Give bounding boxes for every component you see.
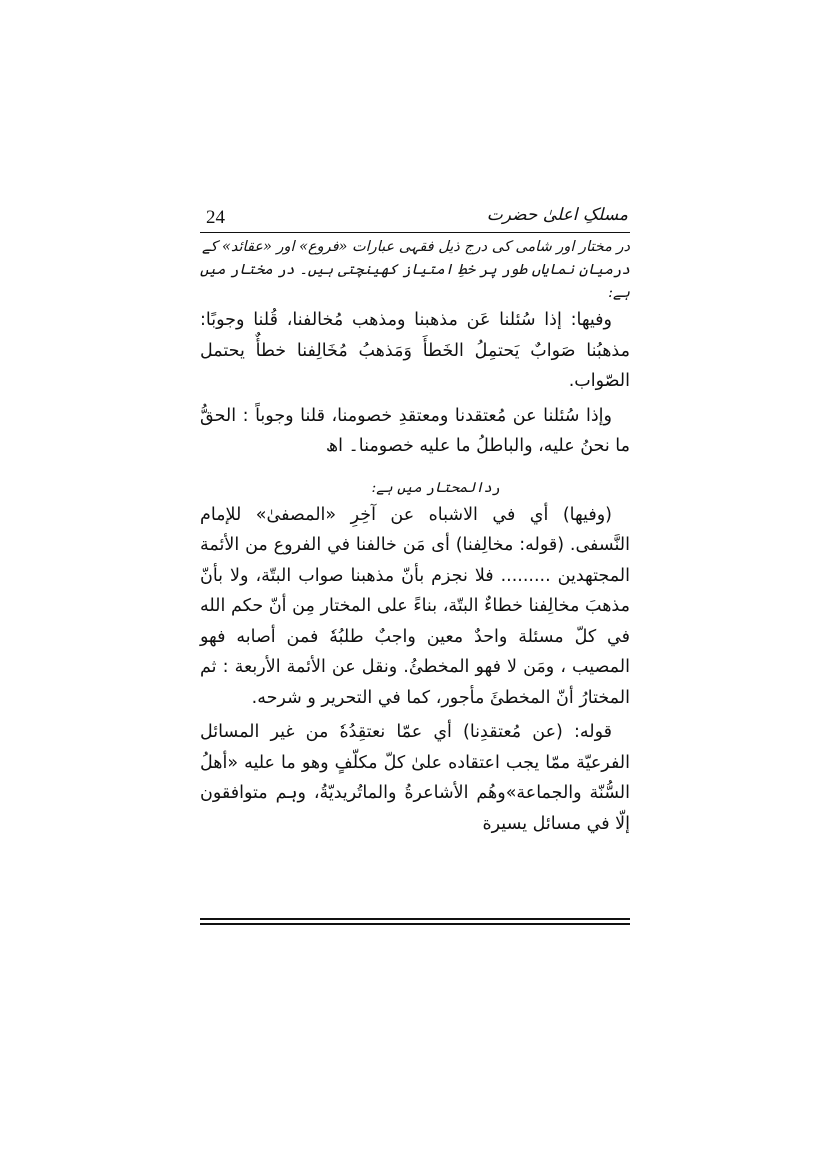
radd-label: ردالمحتار میں ہے: — [371, 479, 500, 496]
page-body — [200, 236, 630, 839]
intro-urdu-line-2: درمیان نمایاں طور پر خطِ امتیاز کھینچتی ہیں۔ در مختار میں ہے: — [200, 262, 630, 301]
durr-quote-paragraph-2: وإذا سُئلنا عن مُعتقدنا ومعتقدِ خصومنا، قلنا وجوباً : الحقُّ ما نحنُ عليه، والباطلُ ما عليه خصومنا۔ اھ — [200, 405, 630, 456]
intro-urdu-line-1: در مختار اور شامی کی درج ذیل فقہی عبارات «فروع» اور «عقائد» کے — [202, 239, 630, 255]
running-title: مسلکِ اعلیٰ حضرت — [486, 205, 628, 225]
radd-quote-paragraph-2: قوله: (عن مُعتقدِنا) أي عمّا نعتقِدُهٗ من غير المسائل الفرعيّة ممّا يجب اعتقاده علىٰ كلّ مكلّفٍ وهو ما عليه «أهلُ السُّنّة والجماعة»وهُم الأشاعرةُ والماتُريديّةُ، وہم متوافقون إلّا في مسائل يسيرة — [200, 722, 630, 834]
header-rule — [200, 232, 630, 233]
footer-rule-bottom — [200, 923, 630, 925]
page-header — [200, 203, 630, 233]
radd-quote-paragraph-1: (وفيها) أي في الاشباه عن آخِرِ «المصفىٰ» للإمام النَّسفى. (قوله: مخالِفنا) أى مَن خالفنا في الفروع من الأئمة المجتهدين ......... فلا نجزم بأنّ مذهبنا صواب البتّة، ولا بأنّ مذهبَ مخالِفنا خطاءٌ البتّة، بناءً على المختار مِن أنّ حكم الله في كلّ مسئلة واحدٌ معين واجبٌ طلبُهٗ فمن أصابه فهو المصيب ، ومَن لا فهو المخطئُ. ونقل عن الأئمة الأربعة : ثم المختارُ أنّ المخطئَ مأجور، كما في التحرير و شرحه. — [200, 504, 630, 708]
footer-rule-top — [200, 918, 630, 920]
page-number: 24 — [206, 207, 225, 228]
durr-quote-paragraph-1: وفيها: إذا سُئلنا عَن مذهبنا ومذهب مُخالفنا، قُلنا وجوبًا: مذهبُنا صَوابٌ يَحتمِلُ الخَطأَ وَمَذهبُ مُخَالِفنا خطأٌ يحتمل الصّواب. — [200, 310, 630, 391]
